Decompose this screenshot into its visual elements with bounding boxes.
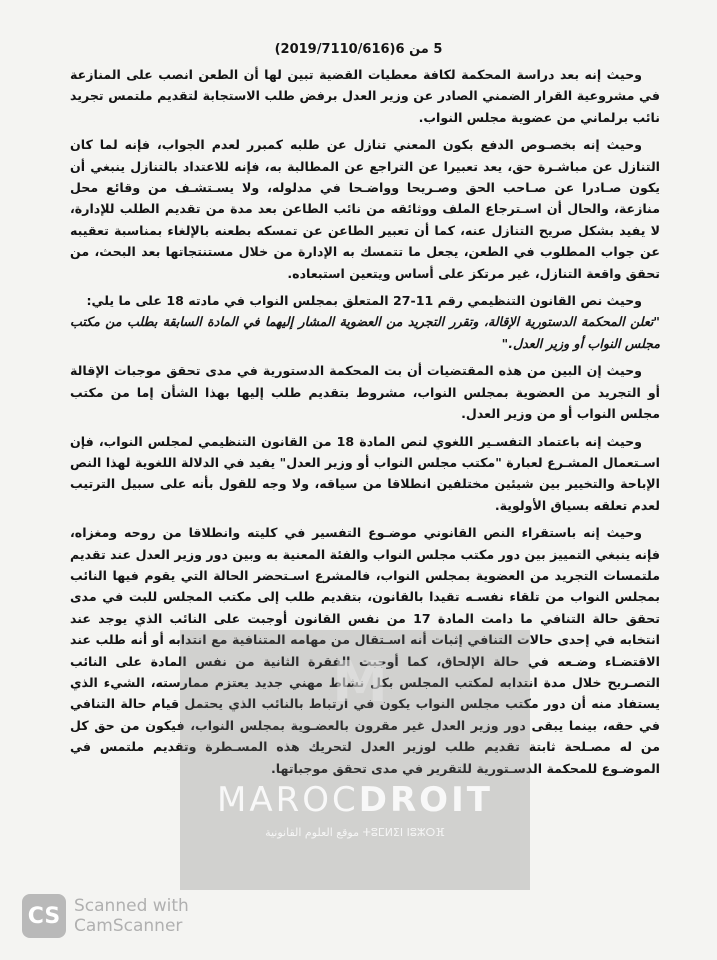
paragraph-2: وحيث إنه بخصـوص الدفع بكون المعني تنازل عن طلبه كمبرر لعدم الجواب، فإنه لما كان التنازل عن مباشـرة حق، يعد تعبيرا عن التراجع عن المطالبة به، فإنه للاعتداد بالتنازل ينبغي أن يكون صـادرا عن صـاحب الحق وصـريحا وواضـحا في مدلوله، ولا يسـتشـف من وقائع محل منازعة، والحال أن اسـترجاع الملف ووثائقه من نائب الطاعن بعد مدة من تقديم الطلب للإدارة، لا يفيد بشكل صريح التنازل عنه، كما أن تعبير الطاعن عن تمسكه بطعنه بالإلغاء بمناسبة تعقيبه عن جواب المطلوب في الطعن، يجعل ما تتمسك به الإدارة من خلال مستنتجاتها بعد البحث، من تحقق واقعة التنازل، غير مرتكز على أساس ويتعين استبعاده.	[70, 137, 660, 281]
paragraph-4: وحيث إنه باعتماد التفسـير اللغوي لنص المادة 18 من القانون التنظيمي لمجلس النواب، فإن اسـتعمال المشـرع لعبارة "مكتب مجلس النواب أو وزير العدل" يفيد في الدلالة اللغوية لهذا النص الإباحة والتخيير بين شيئين مختلفين انطلاقا من سياقه، ولا وجه للقول بأنه على سبيل الترتيب لعدم تعلقه بسياق الأولوية.	[70, 433, 660, 513]
scanner-stamp	[22, 892, 189, 940]
camscanner-icon: CS	[22, 894, 66, 938]
scanner-line-2: CamScanner	[74, 916, 183, 936]
watermark-subtitle: ⵜⵓⵎⵍⵉⵏ ⵏⵓⵣⵔⴼ موقع العلوم القانونية	[265, 826, 445, 839]
paragraph-1: وحيث إنه بعد دراسة المحكمة لكافة معطيات القضية تبين لها أن الطعن انصب على المنازعة في مشروعية القرار الضمني الصادر عن وزير العدل برفض طلب الاستجابة لتقديم ملتمس تجريد نائب برلماني من عضوية مجلس النواب.	[70, 67, 660, 125]
watermark	[180, 630, 530, 890]
watermark-logo-icon: M	[332, 650, 388, 715]
scanner-text	[74, 896, 189, 936]
paragraph-3: وحيث إن البين من هذه المقتضيات أن بت المحكمة الدستورية في مدى تحقق موجبات الإقالة أو التجريد من العضوية بمجلس النواب، مشروط بتقديم طلب إليها بهذا الشأن إما من مكتب مجلس النواب أو من وزير العدل.	[70, 363, 660, 422]
quote-text: "تعلن المحكمة الدستورية الإقالة، وتقرر التجريد من العضوية المشار إليهما في المادة السابقة بطلب من مكتب مجلس النواب أو وزير العدل."	[70, 314, 660, 351]
paragraph-5: وحيث إنه باستقراء النص القانوني موضـوع التفسير في كليته وانطلاقا من روحه ومغزاه، فإنه ينبغي التمييز بين دور مكتب مجلس النواب والفئة المعنية به وبين دور وزير العدل عند تقديم ملتمسات التجريد من العضوية بمجلس النواب، فالمشرع اسـتحضر الحالة التي يقوم فيها النائب بمجلس النواب من تلقاء نفسـه تقيدا بالقانون، بتقديم طلب إلى مكتب المجلس للبت في مدى تحقق حالة التنافي ما دامت المادة 17 من نفس القانون أوجبت على النائب الذي يوجد عند انتخابه في إحدى حالات التنافي إثبات أنه اسـتقال من مهامه المتنافية مع انتدابه أو أنه طلب عند الاقتضـاء وضـعه في حالة الإلحاق، كما أوجبت الفقرة الثانية من نفس المادة على النائب التصـريح خلال مدة انتدابه لمكتب المجلس بكل نشاط مهني جديد يعتزم ممارسته، الشيء الذي يستفاد منه أن دور مكتب مجلس النواب يكون في ارتباط بالنائب الذي يحتمل قيام حالة التنافي في حقه، بينما يبقى دور وزير العدل غير مقرون بالعضـوية بمجلس النواب، فيكون من حق كل من له مصـلحة ثابتة تقديم طلب لوزير العدل لتحريك هذه المسـطرة وتقديم ملتمس في الموضـوع للمحكمة الدسـتورية للتقرير في مدى تحقق موجباتها.	[70, 525, 660, 776]
legal-quote	[70, 290, 660, 354]
watermark-brand-bold: DROIT	[358, 780, 493, 820]
watermark-brand-light: MAROC	[217, 780, 359, 820]
scanner-line-1: Scanned with	[74, 896, 189, 916]
quote-lead: وحيث نص القانون التنظيمي رقم 11-27 المتعلق بمجلس النواب في مادته 18 على ما يلي:	[86, 293, 642, 309]
page-reference: 5 من 6(2019/7110/616)	[274, 42, 443, 57]
watermark-brand	[180, 780, 530, 820]
